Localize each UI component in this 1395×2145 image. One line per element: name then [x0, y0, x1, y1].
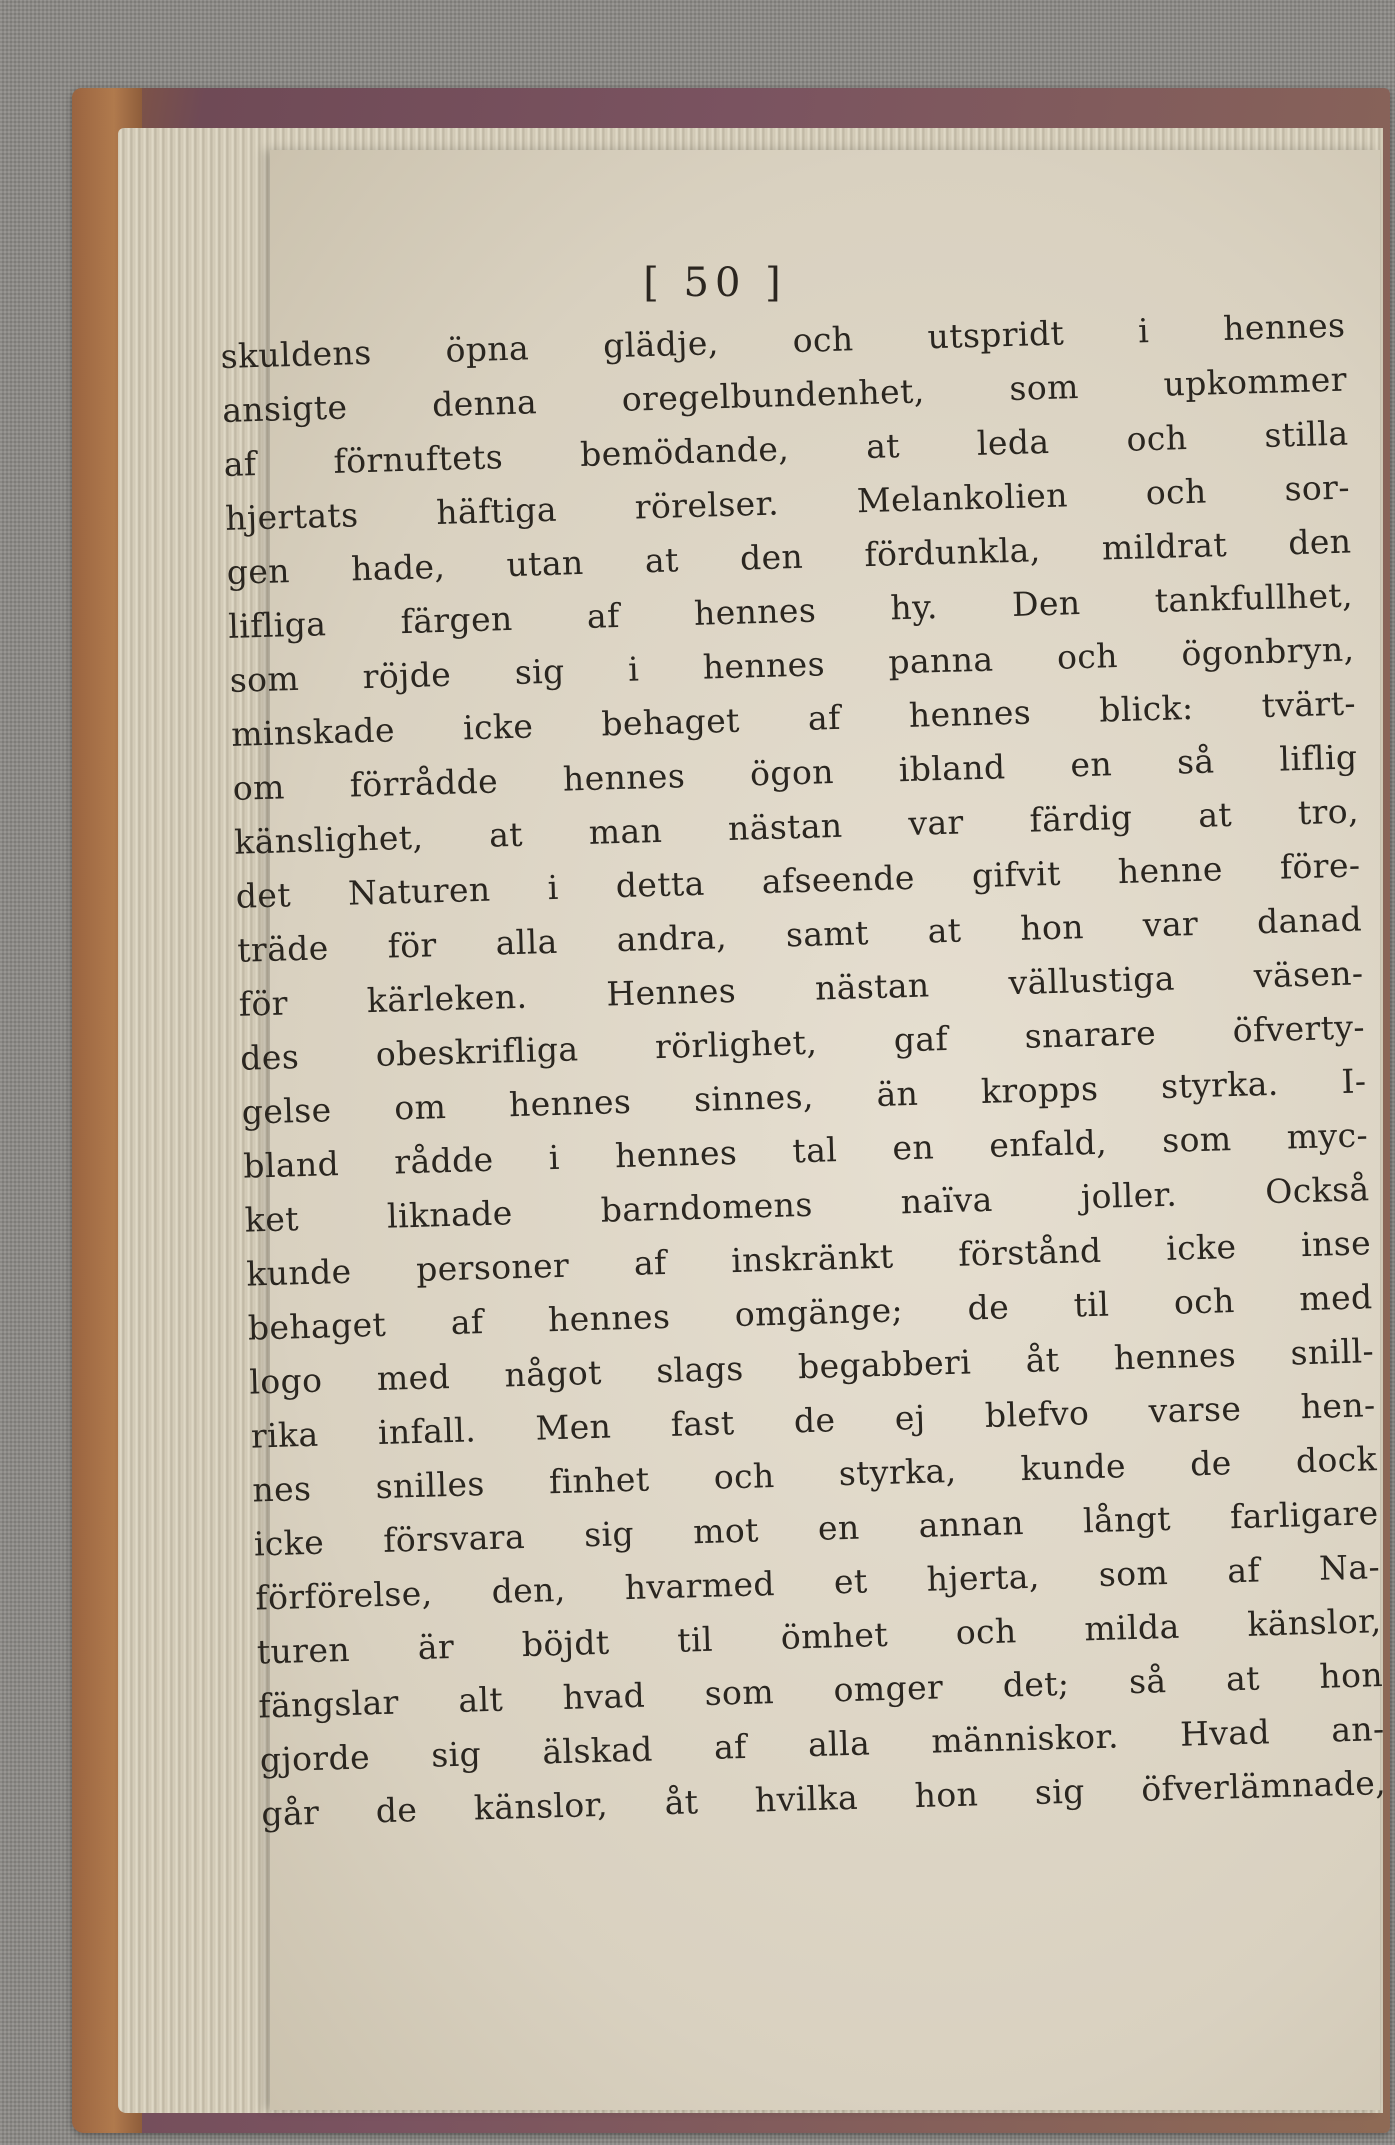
text-line: gelse om hennes sinnes, än kropps styrka. I-	[241, 1061, 1367, 1132]
text-line: gjorde sig älskad af alla människor. Hvad an-	[259, 1709, 1386, 1780]
page-number: [ 50 ]	[643, 260, 787, 306]
text-line: lifliga färgen af hennes hy. Den tankfullhet,	[227, 575, 1354, 646]
text-line: skuldens öpna glädje, och utspridt i hennes	[220, 305, 1346, 376]
text-line: af förnuftets bemödande, at leda och stilla	[223, 413, 1349, 484]
text-line: om förrådde hennes ögon ibland en så liflig	[232, 737, 1358, 808]
text-line: bland rådde i hennes tal en enfald, som myc-	[242, 1115, 1369, 1186]
text-line: kunde personer af inskränkt förstånd icke inse	[245, 1223, 1372, 1294]
text-line: för kärleken. Hennes nästan vällustiga väsen-	[238, 953, 1364, 1024]
text-line: hjertats häftiga rörelser. Melankolien och sor-	[224, 467, 1351, 538]
text-line: som röjde sig i hennes panna och ögonbryn,	[229, 629, 1355, 700]
body-text	[220, 299, 1387, 1842]
text-line: känslighet, at man nästan var färdig at tro,	[233, 791, 1360, 862]
text-line: rika infall. Men fast de ej blefvo varse hen-	[250, 1385, 1377, 1456]
text-line: des obeskrifliga rörlighet, gaf snarare öfverty-	[239, 1007, 1366, 1078]
text-line: förförelse, den, hvarmed et hjerta, som af Na-	[254, 1547, 1381, 1618]
text-line: ket liknade barndomens naïva joller. Också	[244, 1169, 1370, 1240]
text-line: går de känslor, åt hvilka hon sig öfverlämnade,	[260, 1763, 1387, 1834]
text-line: icke försvara sig mot en annan långt farligare	[253, 1493, 1380, 1564]
text-line: fängslar alt hvad som omger det; så at hon	[257, 1655, 1384, 1726]
text-line: nes snilles finhet och styrka, kunde de dock	[251, 1439, 1378, 1510]
text-line: minskade icke behaget af hennes blick: tvärt-	[230, 683, 1357, 754]
text-line: behaget af hennes omgänge; de til och med	[247, 1277, 1373, 1348]
text-line: gen hade, utan at den fördunkla, mildrat den	[226, 521, 1352, 592]
text-line: det Naturen i detta afseende gifvit henne före-	[235, 845, 1361, 916]
text-line: ansigte denna oregelbundenhet, som upkommer	[221, 359, 1348, 430]
text-line: träde för alla andra, samt at hon var danad	[236, 899, 1363, 970]
text-line: turen är böjdt til ömhet och milda känslor,	[256, 1601, 1383, 1672]
text-line: logo med något slags begabberi åt hennes snill-	[248, 1331, 1375, 1402]
